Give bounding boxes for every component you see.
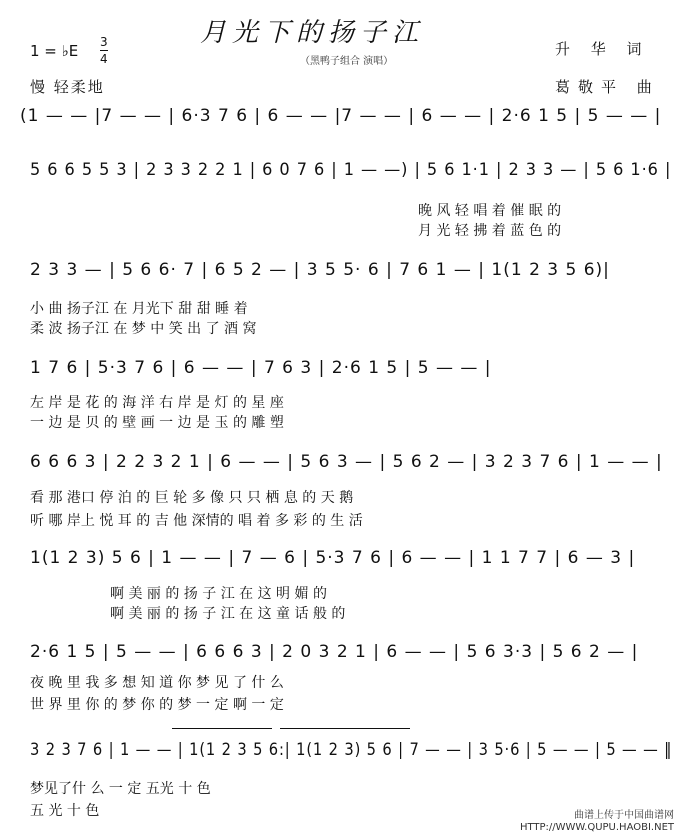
- song-title: 月光下的扬子江: [200, 18, 425, 48]
- lyrics-line-4b: 一 边 是 贝 的 壁 画 一 边 是 玉 的 雕 塑: [30, 415, 284, 431]
- meter-bottom: 4: [100, 52, 108, 66]
- lyrics-line-3b: 柔 波 扬子江 在 梦 中 笑 出 了 酒 窝: [30, 321, 257, 337]
- source-watermark: [520, 810, 674, 834]
- lyrics-line-8b: 五 光 十 色: [30, 803, 100, 819]
- lyrics-line-6b: 啊 美 丽 的 扬 子 江 在 这 童 话 般 的: [110, 606, 346, 622]
- tempo-marking: 慢 轻柔地: [30, 78, 105, 96]
- notation-line-4: 1 7 6 | 5·3 7 6 | 6 — — | 7 6 3 | 2·6 1 5 | 5 — — |: [30, 358, 492, 378]
- composer-credit: 葛敬平 曲: [555, 78, 660, 96]
- lyrics-line-2b: 月 光 轻 拂 着 蓝 色 的: [418, 223, 562, 239]
- volta-2-bracket: [280, 728, 410, 729]
- lyrics-line-6a: 啊 美 丽 的 扬 子 江 在 这 明 媚 的: [110, 586, 327, 602]
- lyrics-line-4a: 左 岸 是 花 的 海 洋 右 岸 是 灯 的 星 座: [30, 395, 284, 411]
- performer-credit: （黑鸭子组合 演唱）: [300, 56, 394, 67]
- source-watermark-line2: HTTP://WWW.QUPU.HAOBI.NET: [519, 822, 674, 833]
- notation-line-3: 2 3 3 — | 5 6 6· 7 | 6 5 2 — | 3 5 5· 6 | 7 6 1 — | 1(1 2 3 5 6)|: [30, 260, 610, 280]
- lyrics-line-5a: 看 那 港口 停 泊 的 巨 轮 多 像 只 只 栖 息 的 天 鹅: [30, 490, 354, 506]
- lyricist-credit: 升 华 词: [555, 40, 650, 58]
- lyrics-line-5b: 听 哪 岸上 悦 耳 的 吉 他 深情的 唱 着 多 彩 的 生 活: [30, 513, 363, 529]
- notation-line-1: (1 — — |7 — — | 6·3 7 6 | 6 — — |7 — — | 6 — — | 2·6 1 5 | 5 — — |: [20, 106, 662, 126]
- lyrics-line-2a: 晚 风 轻 唱 着 催 眠 的: [418, 203, 562, 219]
- lyrics-line-7b: 世 界 里 你 的 梦 你 的 梦 一 定 啊 一 定: [30, 697, 284, 713]
- lyrics-line-8a: 梦见了什 么 一 定 五光 十 色: [30, 781, 211, 797]
- time-signature: [100, 34, 108, 67]
- volta-1-bracket: [172, 728, 272, 729]
- notation-line-2: 5 6 6 5 5 3 | 2 3 3 2 2 1 | 6 0 7 6 | 1 — —) | 5 6 1·1 | 2 3 3 — | 5 6 1·6 |: [30, 160, 672, 180]
- lyrics-line-3a: 小 曲 扬子江 在 月光下 甜 甜 睡 着: [30, 301, 248, 317]
- notation-line-5: 6 6 6 3 | 2 2 3 2 1 | 6 — — | 5 6 3 — | 5 6 2 — | 3 2 3 7 6 | 1 — — |: [30, 452, 663, 472]
- meter-top: 3: [100, 35, 108, 49]
- lyrics-line-7a: 夜 晚 里 我 多 想 知 道 你 梦 见 了 什 么: [30, 675, 284, 691]
- notation-line-8: 3 2 3 7 6 | 1 — — | 1(1 2 3 5 6:| 1(1 2 3) 5 6 | 7 — — | 3 5·6 | 5 — — | 5 — — ‖: [30, 740, 673, 760]
- key-signature: 1 = ♭E: [30, 42, 79, 60]
- source-watermark-line1: 曲谱上传于中国曲谱网: [574, 810, 674, 821]
- notation-line-7: 2·6 1 5 | 5 — — | 6 6 6 3 | 2 0 3 2 1 | 6 — — | 5 6 3·3 | 5 6 2 — |: [30, 642, 639, 662]
- notation-line-6: 1(1 2 3) 5 6 | 1 — — | 7 — 6 | 5·3 7 6 | 6 — — | 1 1 7 7 | 6 — 3 |: [30, 548, 636, 568]
